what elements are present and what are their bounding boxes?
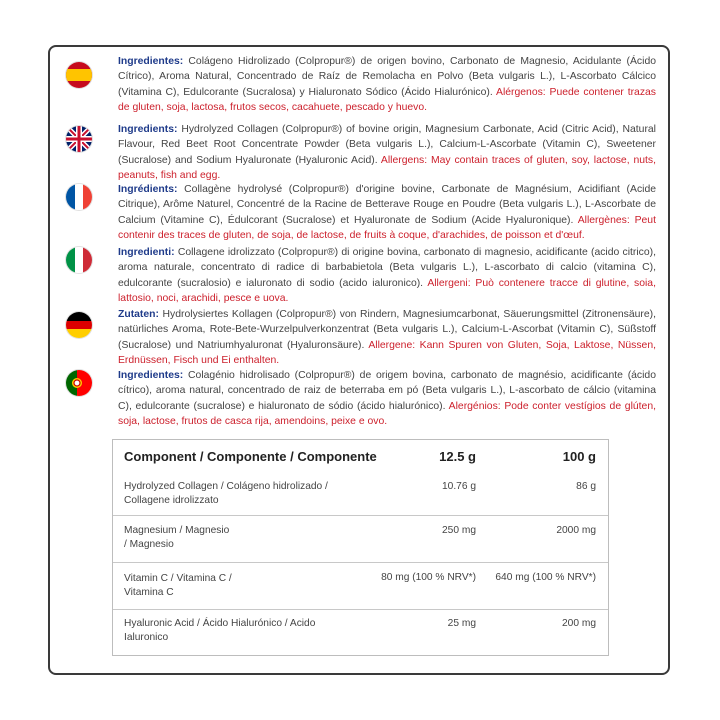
france-flag-icon — [66, 184, 92, 210]
table-cell-per-100g: 86 g — [576, 481, 596, 492]
ingredients-body: Hydrolyzed Collagen (Colpropur®) of bovine origin, Magnesium Carbonate, Acid (Citric Acid), Natural Flavour, Red Beet Root Concentrate Powder (Beta vulgaris L.), Calcium-L-Ascorbate (Vitamin C), Sweetener (Sucralose) and Sodium Hyaluronate (Hyaluronic Acid). — [118, 124, 656, 166]
ingredients-title: Ingredientes: — [118, 370, 184, 381]
nutrition-table — [112, 439, 609, 656]
ingredients-title: Zutaten: — [118, 309, 159, 320]
ingredients-title: Ingredientes: — [118, 56, 184, 67]
ingredients-text-en — [118, 122, 656, 184]
allergens-text: Allergeni: Può contenere tracce di glutine, soia, lattosio, noci, arachidi, pesce e uova. — [118, 277, 656, 305]
ingredients-body: Collagene idrolizzato (Colpropur®) di origine bovina, carbonato di magnesio, acidificante (acido citrico), aroma naturale, concentrato di radice di barbabietola (Beta vulgaris L.), L-ascorbato di calcio (vitamina C), edulcorante (sucralosio) e ialuronato di sodio (acido ialuronico). — [118, 247, 657, 289]
portugal-flag-icon — [66, 370, 92, 396]
ingredients-title: Ingrédients: — [118, 184, 178, 195]
table-row — [113, 610, 608, 656]
spain-flag-icon — [66, 62, 92, 88]
ingredients-title: Ingredienti: — [118, 247, 175, 258]
table-cell-per-100g: 640 mg (100 % NRV*) — [495, 572, 596, 583]
header-per-100g: 100 g — [562, 449, 596, 464]
table-cell-per-serving: 10.76 g — [442, 481, 476, 492]
ingredients-text-es — [118, 54, 656, 116]
ingredients-text-de — [118, 307, 656, 369]
ingredients-title: Ingredients: — [118, 124, 178, 135]
table-cell-per-100g: 200 mg — [562, 618, 596, 629]
table-cell-per-100g: 2000 mg — [556, 525, 596, 536]
ingredients-body: Colágeno Hidrolizado (Colpropur®) de origen bovino, Carbonato de Magnesio, Acidulante (Ácido Cítrico), Aroma Natural, Concentrado de Raíz de Remolacha en Polvo (Beta vulgaris L.), L-Ascorbato Cálcico (Vitamina C), Edulcorante (Sucralosa) y Hialuronato Sódico (Ácido Hialurónico). — [118, 56, 656, 98]
table-cell-per-serving: 25 mg — [447, 618, 476, 629]
ingredients-text-it — [118, 245, 656, 307]
header-per-serving: 12.5 g — [439, 449, 476, 464]
allergens-text: Allergènes: Peut contenir des traces de gluten, de soja, de lactose, de fruits à coque, d'arachides, de poisson et d'œuf. — [118, 214, 656, 242]
table-row — [113, 516, 608, 563]
allergens-text: Allergene: Kann Spuren von Gluten, Soja, Laktose, Nüssen, Erdnüssen, Fisch und Ei enthalten. — [118, 339, 656, 367]
table-cell-name: Magnesium / Magnesio / Magnesio — [124, 525, 230, 550]
table-header-row — [113, 440, 608, 476]
table-cell-name: Hydrolyzed Collagen / Colágeno hidrolizado / Collagene idrolizzato — [124, 481, 328, 506]
ingredients-body: Collagène hydrolysé (Colpropur®) d'origine bovine, Carbonate de Magnésium, Acidifiant (Acide Citrique), Arôme Naturel, Concentré de la Racine de Betterave Rouge en Poudre (Beta vulgaris L.), L-Ascorbate de Calcium (Vitamine C), Édulcorant (Sucralose) et Hyaluronate de Sodium (Acide Hyaluronique). — [118, 184, 657, 226]
table-cell-per-serving: 250 mg — [442, 525, 476, 536]
allergens-text: Allergens: May contain traces of gluten, soy, lactose, nuts, peanuts, fish and egg. — [118, 154, 656, 182]
allergens-text: Alérgenos: Puede contener trazas de gluten, soja, lactosa, frutos secos, cacahuete, pescado y huevo. — [118, 86, 656, 114]
table-row — [113, 476, 608, 516]
table-row — [113, 563, 608, 610]
allergens-text: Alergénios: Pode conter vestígios de glúten, soja, lactose, frutos de casca rija, amendoins, peixe e ovo. — [118, 400, 656, 428]
ingredients-text-pt — [118, 368, 656, 430]
italy-flag-icon — [66, 247, 92, 273]
germany-flag-icon — [66, 312, 92, 338]
table-cell-name: Vitamin C / Vitamina C / Vitamina C — [124, 573, 232, 598]
uk-flag-icon — [66, 126, 92, 152]
table-cell-name: Hyaluronic Acid / Ácido Hialurónico / Acido Ialuronico — [124, 618, 316, 643]
ingredients-body: Hydrolysiertes Kollagen (Colpropur®) von Rindern, Magnesiumcarbonat, Säuerungsmittel (Zitronensäure), natürliches Aroma, Rote-Bete-Wurzelpulverkonzentrat (Beta vulgaris L.), Calcium-L-Ascorbat (Vitamin C), Süßstoff (Sucralose) und Natriumhyaluronat (Hyaluronsäure). — [118, 309, 656, 351]
table-cell-per-serving: 80 mg (100 % NRV*) — [381, 572, 476, 583]
ingredients-body: Colagénio hidrolisado (Colpropur®) de origem bovina, carbonato de magnésio, acidificante (ácido cítrico), aroma natural, concentrado de raiz de beterraba em pó (Beta vulgaris L.), L-ascorbato de cálcio (vitamina C), edulcorante (sucralose) e hialuronato de sódio (ácido hialurónico). — [118, 370, 656, 412]
ingredients-text-fr — [118, 182, 656, 244]
header-component: Component / Componente / Componente — [124, 449, 377, 464]
